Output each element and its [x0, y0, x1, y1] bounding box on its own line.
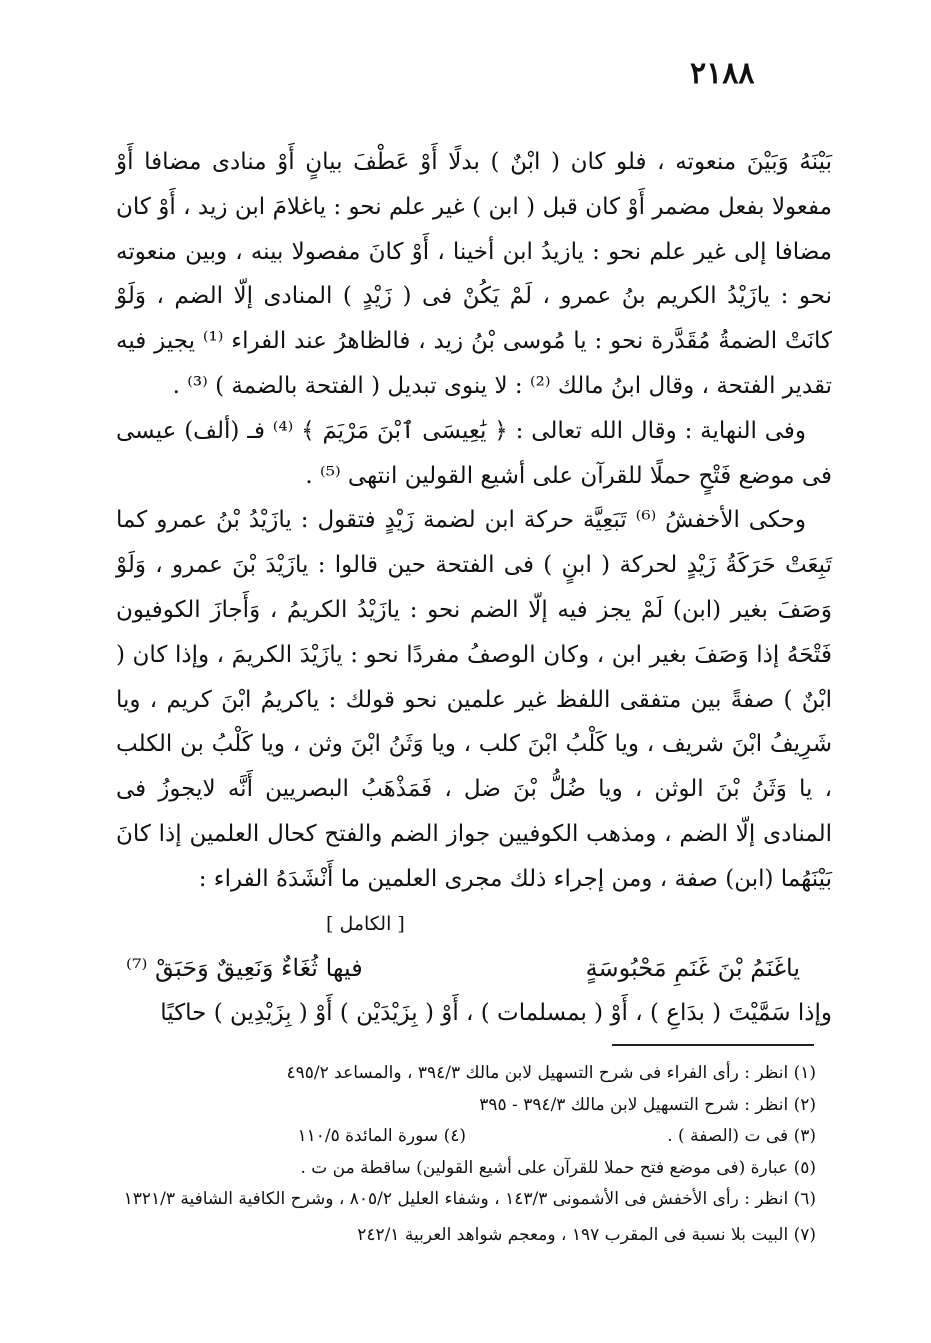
- verse-second-hemistich: فيها ثُغَاءٌ وَنَعِيقٌ وَحَبَقْ ⁽⁷⁾: [126, 954, 363, 983]
- paragraph-2: وفى النهاية : وقال الله تعالى : ﴿ يَٰعِيسَى ٱبْنَ مَرْيَمَ ﴾ ⁽⁴⁾ فـ (ألف) عيسى فى موضع فَتْحٍ حملًا للقرآن على أشيع القولين انتهى ⁽⁵⁾ .: [116, 417, 832, 489]
- footnote-3: (٣) فى ت (الصفة ) .: [667, 1126, 816, 1146]
- footnote-2: (٢) انظر : شرح التسهيل لابن مالك ٣٩٤/٣ - ٣٩٥: [479, 1094, 816, 1115]
- paragraph-1: بَيْنَهُ وَبَيْنَ منعوته ، فلو كان ( ابْنٌ ) بدلًا أَوْ عَطْفَ بيانٍ أَوْ منادى مضافا أَوْ مفعولا بفعل مضمر أَوْ كان قبل ( ابن ) غير علم نحو : ياغلامَ ابن زيد ، أَوْ كان مضافا إلى غير علم نحو : يازيدُ ابن أخينا ، أَوْ كانَ مفصولا بينه ، وبين منعوته نحو : يازَيْدُ الكريم بنُ عمرو ، لَمْ يَكُنْ فى ( زَيْدٍ ) المنادى إلّا الضم ، وَلَوْ كانَتْ الضمةُ مُقَدَّرة نحو : يا مُوسى بْنُ زيد ، فالظاهرُ عند الفراء ⁽¹⁾ يجيز فيه تقدير الفتحة ، وقال ابنُ مالك ⁽²⁾ : لا ينوى تبديل ( الفتحة بالضمة ) ⁽³⁾ .: [116, 149, 832, 399]
- footnote-1: (١) انظر : رأى الفراء فى شرح التسهيل لابن مالك ٣٩٤/٣ ، والمساعد ٤٩٥/٢: [286, 1063, 816, 1083]
- paragraph-4: وإذا سَمَّيْتَ ( بدَاعِ ) ، أَوْ ( بمسلمات ) ، أَوْ ( بِزَيْدَيْن ) أَوْ ( بِزَيْدِين ) حاكيًا: [160, 1000, 832, 1027]
- footnote-row-3-4: [116, 1121, 816, 1153]
- footnote-7: (٧) البيت بلا نسبة فى المقرب ١٩٧ ، ومعجم شواهد العربية ٢٤٢/١: [357, 1224, 816, 1245]
- main-text: [116, 140, 832, 1036]
- paragraph-3: وحكى الأخفشُ ⁽⁶⁾ تَبَعِيَّة حركة ابن لضمة زَيْدٍ فتقول : يازَيْدُ بْنُ عمرو كما تَبِعَتْ حَرَكَةُ زَيْدٍ لحركة ( ابنٍ ) فى الفتحة حين قالوا : يازَيْدَ بْنَ عمرو ، وَلَوْ وَصَفَ بغير (ابن) لَمْ يجز فيه إلّا الضم نحو : يازَيْدُ الكريمُ ، وَأَجازَ الكوفيون فَتْحَهُ إذا وَصَفَ بغير ابن ، وكان الوصفُ مفردًا نحو : يازَيْدَ الكريمَ ، وإذا كان ( ابْنٌ ) صفةً بين متفقى اللفظ غير علمين نحو قولك : ياكريمُ ابْنَ كريم ، ويا شَرِيفُ ابْنَ شريف ، ويا كَلْبُ ابْنَ كلب ، ويا وَثَنُ ابْنَ وثن ، ويا كَلْبُ بن الكلب ، يا وَثَنُ بْنَ الوثن ، ويا ضُلُّ بْنَ ضل ، فَمَذْهَبُ البصريين أَنَّه لايجوزُ فى المنادى إلّا الضم ، ومذهب الكوفيين جواز الضم والفتح كحال العلمين إذا كانَ بَيْنَهُما (ابن) صفة ، ومن إجراء ذلك مجرى العلمين ما أَنْشَدَهُ الفراء :: [116, 507, 832, 892]
- verse-first-hemistich: ياغَنَمُ بْنَ غَنَمِ مَحْبُوسَةٍ: [585, 954, 800, 983]
- page-number: ٢١٨٨: [690, 56, 755, 91]
- footnote-6: (٦) انظر : رأى الأخفش فى الأشمونى ١٤٣/٣ ، وشفاء العليل ٨٠٥/٢ ، وشرح الكافية الشافية ١٣٢١/٣: [123, 1189, 816, 1209]
- footnote-5: (٥) عبارة (فى موضع فتح حملا للقرآن على أشيع القولين) ساقطة من ت .: [300, 1157, 816, 1178]
- poetic-meter-label: [ الكامل ]: [326, 912, 405, 935]
- footnotes: [116, 1058, 816, 1251]
- footnote-4: (٤) سورة المائدة ١١٠/٥: [297, 1126, 466, 1146]
- footnote-separator: [612, 1044, 814, 1046]
- poetry-verse: [116, 946, 832, 991]
